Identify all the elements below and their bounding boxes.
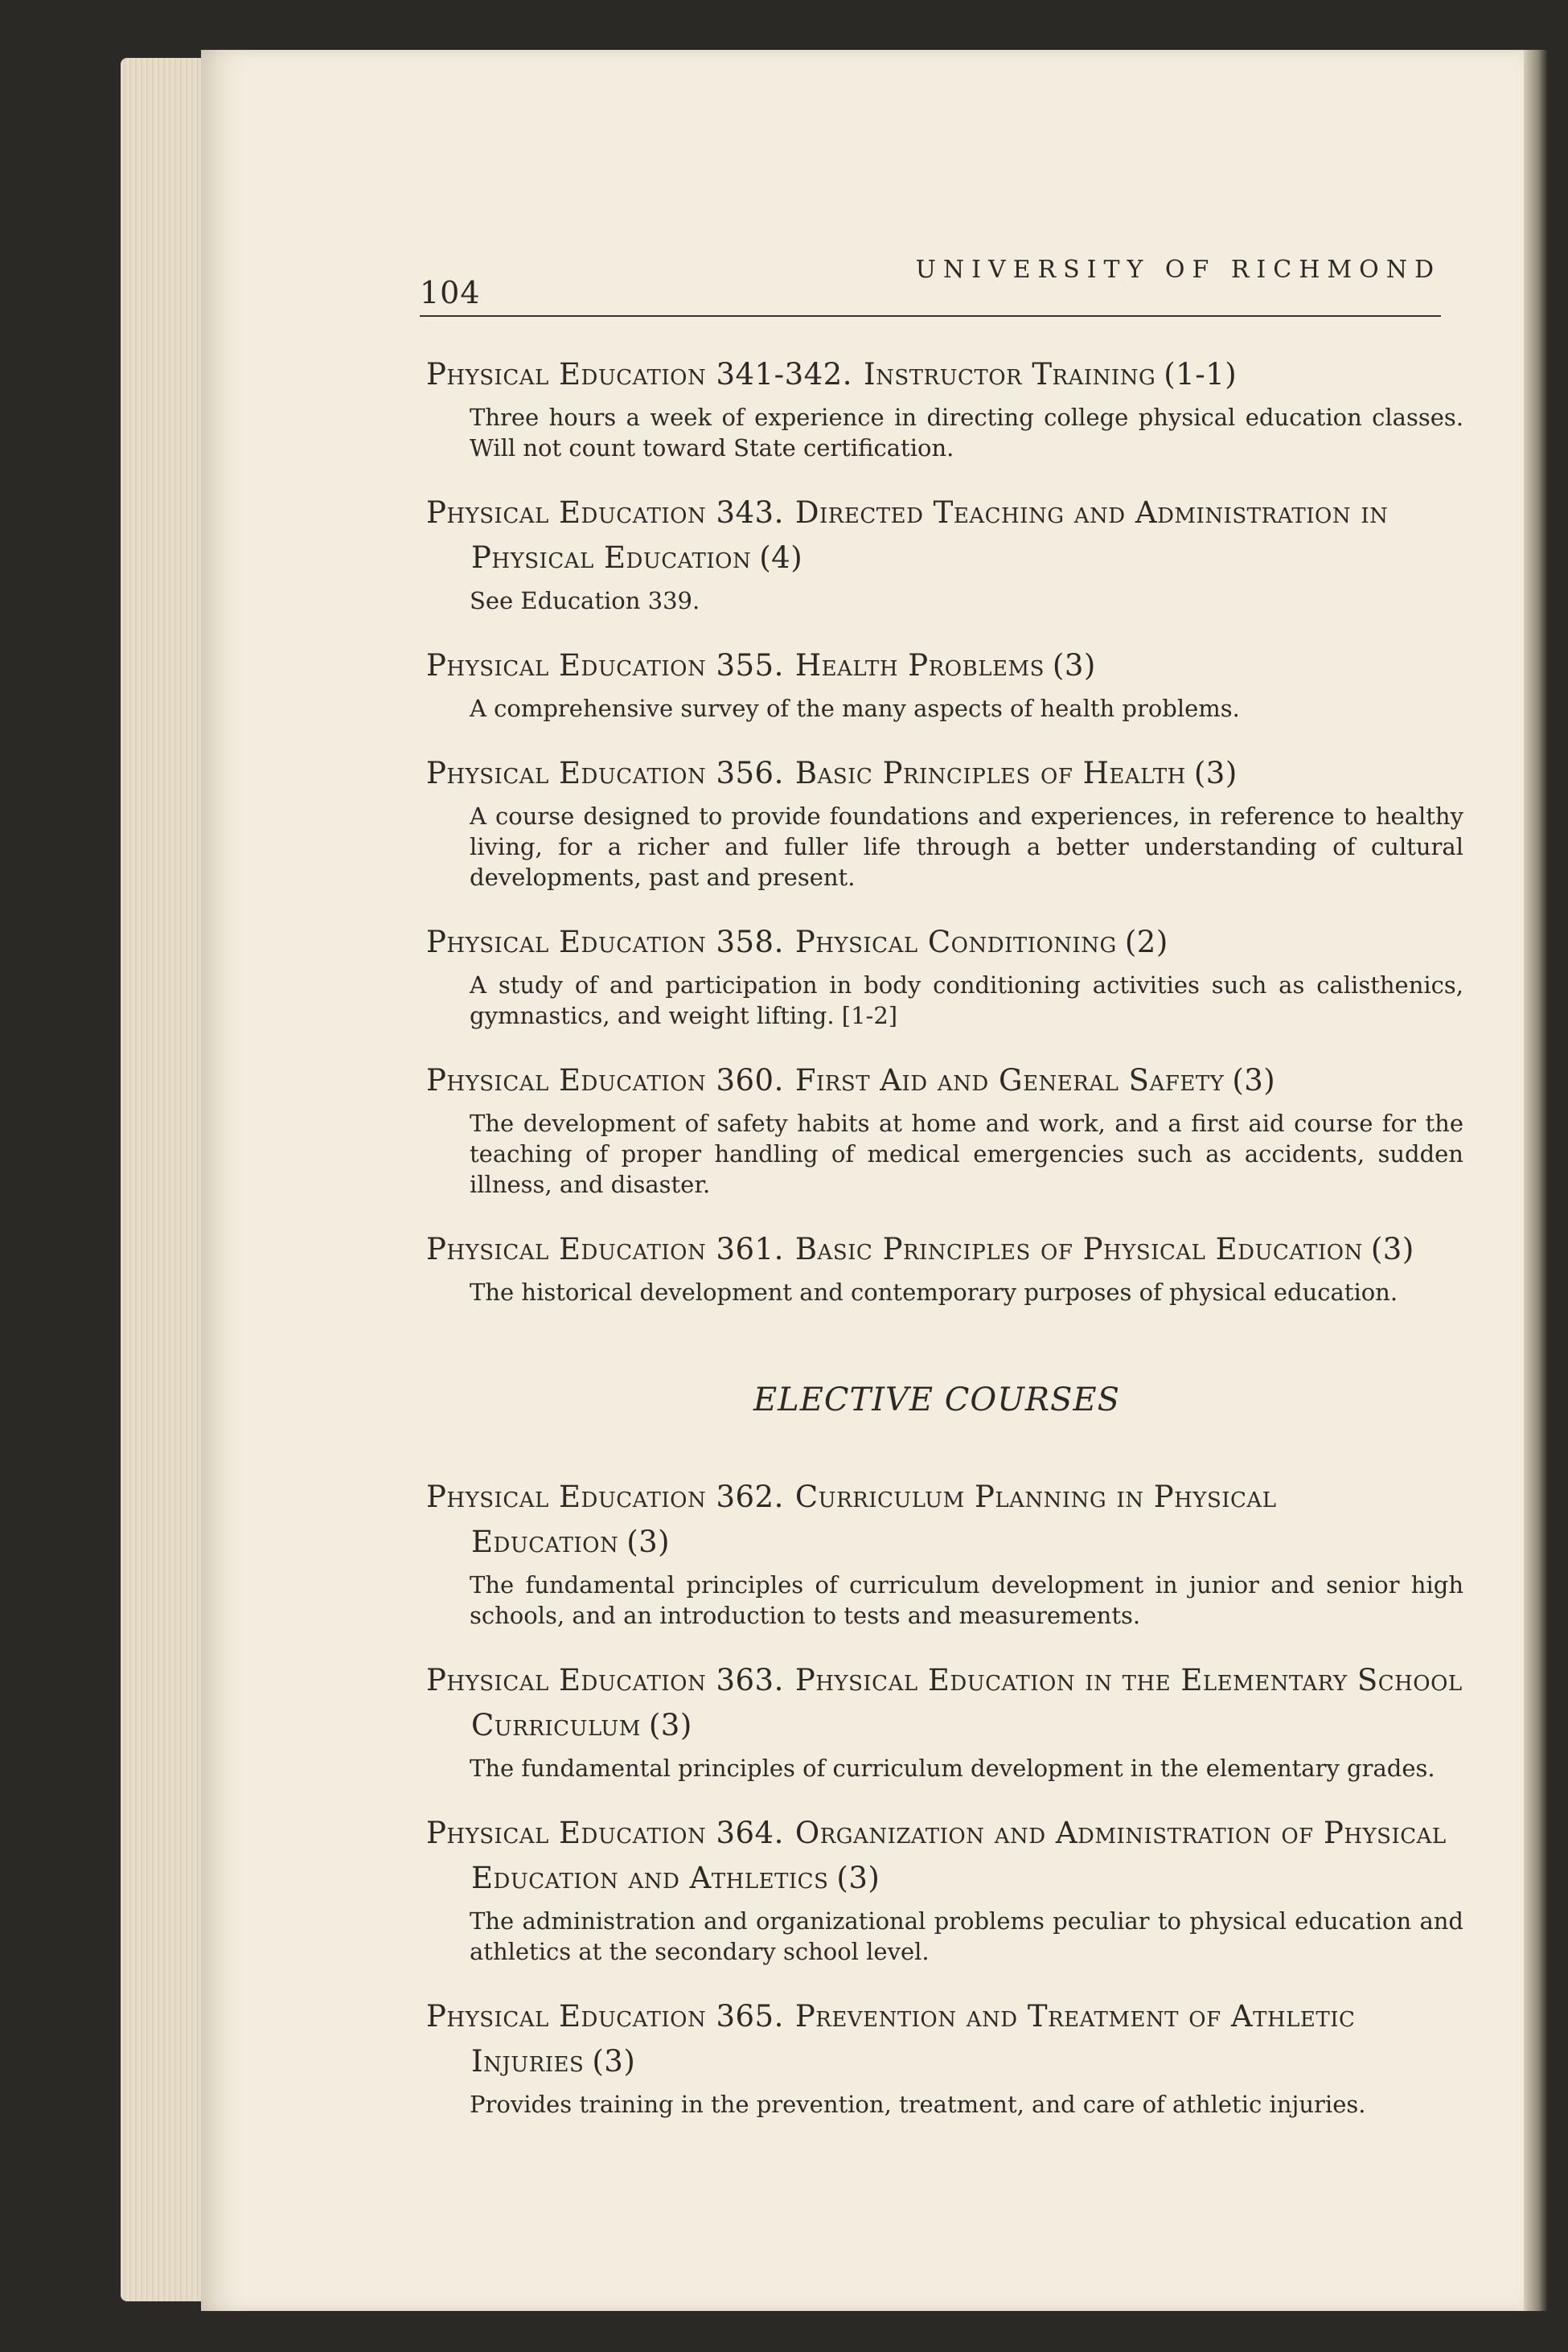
- header-rule: [420, 315, 1441, 317]
- course-heading: [426, 1658, 1463, 1748]
- running-title: UNIVERSITY OF RICHMOND: [915, 256, 1441, 284]
- course-entry: [426, 643, 1463, 724]
- course-title: Basic Principles of Physical Education: [794, 1232, 1363, 1266]
- course-number: Physical Education 362.: [426, 1480, 784, 1514]
- course-description: Provides training in the prevention, treatment, and care of athletic injuries.: [470, 2091, 1366, 2118]
- course-title: Physical Conditioning: [794, 925, 1117, 959]
- course-title: Curriculum Planning in Physical Education: [471, 1480, 1277, 1559]
- running-head: [420, 256, 1441, 314]
- course-entry: [426, 1058, 1463, 1200]
- course-description: A course designed to provide foundations and experiences, in reference to healthy living, for a richer and fuller life through a better understanding of cultural developments, past and present.: [470, 802, 1463, 891]
- course-title: Prevention and Treatment of Athletic Injuries: [471, 1999, 1356, 2079]
- course-title: Basic Principles of Health: [794, 756, 1186, 790]
- course-number: Physical Education 363.: [426, 1663, 784, 1697]
- course-heading: [426, 1475, 1463, 1565]
- course-description: The historical development and contemporary purposes of physical education.: [470, 1279, 1398, 1306]
- course-title: Health Problems: [794, 648, 1045, 683]
- course-hours: (3): [626, 1525, 671, 1559]
- course-hours: (3): [592, 2044, 636, 2079]
- course-entry: [426, 1811, 1463, 1967]
- course-heading: [426, 751, 1463, 796]
- course-heading: [426, 1811, 1463, 1901]
- book-page-edges: [121, 58, 209, 2301]
- course-number: Physical Education 355.: [426, 648, 784, 683]
- course-heading: [426, 1058, 1463, 1103]
- course-heading: [426, 491, 1463, 581]
- course-entry: [426, 1658, 1463, 1783]
- course-description: Three hours a week of experience in directing college physical education classes. Will not count toward State certification.: [470, 404, 1463, 462]
- course-entry: [426, 751, 1463, 893]
- course-description: The fundamental principles of curriculum development in junior and senior high schools, and an introduction to tests and measurements.: [470, 1571, 1463, 1629]
- course-description: A comprehensive survey of the many aspects of health problems.: [470, 695, 1240, 722]
- course-number: Physical Education 360.: [426, 1063, 784, 1098]
- course-description: The administration and organizational problems peculiar to physical education and athletics at the secondary school level.: [470, 1907, 1463, 1965]
- course-description: The development of safety habits at home and work, and a first aid course for the teaching of proper handling of medical emergencies such as accidents, sudden illness, and disaster.: [470, 1110, 1463, 1198]
- course-hours: (3): [1052, 648, 1096, 683]
- course-hours: (3): [836, 1861, 880, 1895]
- course-number: Physical Education 365.: [426, 1999, 784, 2034]
- course-title: Directed Teaching and Administration in Physical Education: [471, 495, 1389, 575]
- course-entry: [426, 491, 1463, 616]
- course-number: Physical Education 364.: [426, 1816, 784, 1850]
- page-number: 104: [420, 275, 481, 310]
- course-heading: [426, 920, 1463, 965]
- course-heading: [426, 1994, 1463, 2084]
- course-entry: [426, 920, 1463, 1031]
- course-heading: [426, 1227, 1463, 1272]
- course-listing: [426, 352, 1463, 2147]
- course-number: Physical Education 361.: [426, 1232, 784, 1266]
- course-hours: (3): [1370, 1232, 1414, 1266]
- page-gutter-shadow: [1524, 50, 1548, 2311]
- course-entry: [426, 352, 1463, 463]
- course-entry: [426, 1475, 1463, 1631]
- course-number: Physical Education 356.: [426, 756, 784, 790]
- course-hours: (3): [648, 1708, 692, 1742]
- course-heading: [426, 643, 1463, 688]
- course-hours: (3): [1193, 756, 1238, 790]
- course-number: Physical Education 341-342.: [426, 357, 852, 392]
- course-entry: [426, 1994, 1463, 2120]
- course-description: A study of and participation in body conditioning activities such as calisthenics, gymnastics, and weight lifting. [1-2]: [470, 971, 1463, 1029]
- course-heading: [426, 352, 1463, 397]
- course-description: The fundamental principles of curriculum development in the elementary grades.: [470, 1755, 1435, 1782]
- course-title: Physical Education in the Elementary School Curriculum: [471, 1663, 1463, 1742]
- course-title: First Aid and General Safety: [794, 1063, 1225, 1098]
- course-hours: (2): [1124, 925, 1168, 959]
- elective-courses-heading: ELECTIVE COURSES: [753, 1381, 1121, 1418]
- course-hours: (4): [759, 540, 803, 575]
- course-hours: (1-1): [1164, 357, 1238, 392]
- course-title: Organization and Administration of Physical Education and Athletics: [471, 1816, 1447, 1895]
- course-entry: [426, 1227, 1463, 1307]
- course-title: Instructor Training: [863, 357, 1156, 392]
- course-hours: (3): [1232, 1063, 1276, 1098]
- course-number: Physical Education 343.: [426, 495, 784, 530]
- course-number: Physical Education 358.: [426, 925, 784, 959]
- course-description: See Education 339.: [470, 587, 700, 614]
